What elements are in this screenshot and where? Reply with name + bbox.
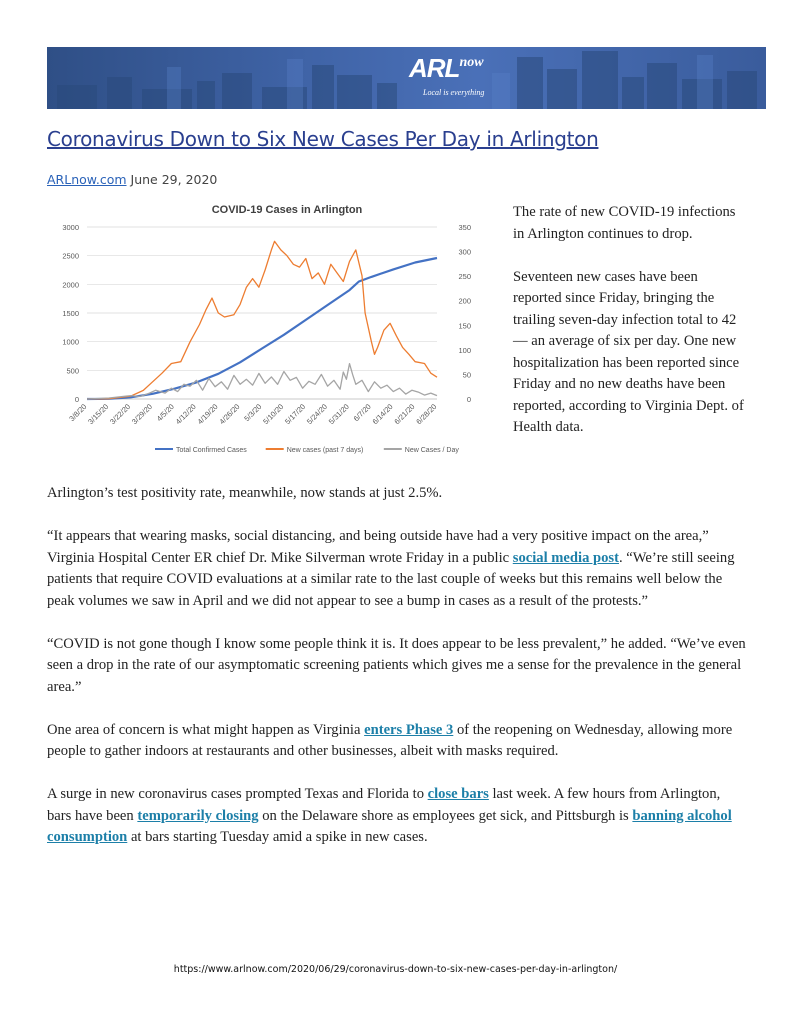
paragraph-bars xyxy=(47,784,747,849)
logo-now-text: now xyxy=(459,55,484,70)
x-tick-label: 6/21/20 xyxy=(392,402,417,427)
x-tick-label: 4/19/20 xyxy=(195,402,220,427)
source-link[interactable]: ARLnow.com xyxy=(47,172,127,187)
close-bars-link[interactable]: close bars xyxy=(427,786,489,802)
phase3-text: One area of concern is what might happen as Virginia xyxy=(47,721,365,738)
paragraph-positivity: Arlington’s test positivity rate, meanwhile, now stands at just 2.5%. xyxy=(47,485,443,501)
x-tick-label: 4/12/20 xyxy=(173,402,198,427)
x-tick-label: 3/8/20 xyxy=(67,402,89,424)
arlnow-logo[interactable] xyxy=(409,53,529,84)
page-url-footer: https://www.arlnow.com/2020/06/29/coronavirus-down-to-six-new-cases-per-day-in-arlington/ xyxy=(173,964,618,975)
x-tick-label: 3/15/20 xyxy=(86,402,111,427)
article-body xyxy=(47,483,747,870)
side-text xyxy=(513,202,749,460)
x-tick-label: 3/22/20 xyxy=(108,402,133,427)
header-banner xyxy=(47,47,766,109)
x-tick-label: 6/28/20 xyxy=(414,402,439,427)
x-tick-label: 4/26/20 xyxy=(217,402,242,427)
x-tick-label: 6/14/20 xyxy=(370,402,395,427)
bars-text-4: at bars starting Tuesday amid a spike in new cases. xyxy=(127,829,428,845)
x-tick-label: 3/29/20 xyxy=(129,402,155,427)
byline xyxy=(47,172,217,187)
banning-alcohol-link[interactable]: banning alcohol consumption xyxy=(47,807,732,845)
right-tick-label: 0 xyxy=(466,395,471,404)
logo-tagline: Local is everything xyxy=(423,88,485,97)
legend-label: New cases (past 7 days) xyxy=(286,447,364,454)
x-tick-label: 4/5/20 xyxy=(154,402,176,424)
left-tick-label: 0 xyxy=(74,395,79,404)
x-tick-label: 5/17/20 xyxy=(283,402,308,427)
phase3-text-end: of the reopening on Wednesday, allowing more people to gather indoors at restaurants and other businesses, albeit with masks required. xyxy=(47,721,733,759)
social-media-post-link[interactable]: social media post xyxy=(512,549,619,566)
legend-label: New Cases / Day xyxy=(404,447,459,454)
right-tick-label: 150 xyxy=(458,321,471,331)
x-tick-label: 5/10/20 xyxy=(261,402,286,427)
right-tick-label: 100 xyxy=(458,345,471,355)
right-tick-label: 200 xyxy=(458,296,471,306)
side-paragraph-1: The rate of new COVID-19 infections in Arlington continues to drop. xyxy=(513,204,736,242)
quote-1-text-end: . “We’re still seeing patients that require COVID evaluations at a similar rate to the last couple of weeks but this remains well below the peak volumes we saw in April and we did not appear to see a bump in cases as a result of the protests.” xyxy=(47,549,735,609)
left-tick-label: 3000 xyxy=(62,223,79,232)
bars-text-2: last week. A few hours from Arlington, bars have been xyxy=(47,786,721,824)
quote-1-text: “It appears that wearing masks, social distancing, and being outside have had a very positive impact on the area,” Virginia Hospital Center ER chief Dr. Mike Silverman wrote Friday in a public xyxy=(47,528,709,566)
x-tick-label: 5/3/20 xyxy=(242,402,264,424)
right-tick-label: 350 xyxy=(458,223,471,232)
chart-title: COVID-19 Cases in Arlington xyxy=(211,204,363,216)
bars-text-3: on the Delaware shore as employees get sick, and Pittsburgh is xyxy=(258,807,633,824)
left-tick-label: 1500 xyxy=(62,309,79,318)
right-tick-label: 50 xyxy=(462,370,471,380)
legend-label: Total Confirmed Cases xyxy=(176,447,247,454)
paragraph-quote-1 xyxy=(47,526,747,612)
article-date: June 29, 2020 xyxy=(130,172,218,187)
series-line-3 xyxy=(87,364,437,399)
left-tick-label: 500 xyxy=(66,366,79,376)
paragraph-quote-2: “COVID is not gone though I know some people think it is. It does appear to be less prevalent,” he added. “We’ve even seen a drop in the rate of our asymptomatic screening patients which gives me a sense for the prevalence in the general area.” xyxy=(47,635,746,695)
left-tick-label: 2000 xyxy=(62,280,79,290)
paragraph-phase3 xyxy=(47,720,747,763)
side-paragraph-2: Seventeen new cases have been reported since Friday, bringing the trailing seven-day infection total to 42 — an average of six per day. One new hospitalization has been reported since Friday and no new deaths have been reported, according to Virginia Dept. of Health data. xyxy=(513,268,744,435)
right-tick-label: 300 xyxy=(458,247,471,257)
logo-main-text: ARL xyxy=(409,53,460,83)
x-tick-label: 5/31/20 xyxy=(326,402,351,427)
x-tick-label: 5/24/20 xyxy=(304,402,330,427)
temporarily-closing-link[interactable]: temporarily closing xyxy=(137,807,259,824)
series-line-2 xyxy=(87,241,437,399)
x-tick-label: 6/7/20 xyxy=(351,402,373,424)
left-tick-label: 1000 xyxy=(62,337,79,347)
covid-cases-chart xyxy=(47,197,501,459)
skyline-image xyxy=(47,47,766,109)
article-title: Coronavirus Down to Six New Cases Per Day in Arlington xyxy=(47,127,599,151)
bars-text-1: A surge in new coronavirus cases prompted Texas and Florida to xyxy=(47,786,428,802)
right-tick-label: 250 xyxy=(458,272,471,282)
enters-phase-3-link[interactable]: enters Phase 3 xyxy=(364,721,454,738)
left-tick-label: 2500 xyxy=(62,251,79,261)
